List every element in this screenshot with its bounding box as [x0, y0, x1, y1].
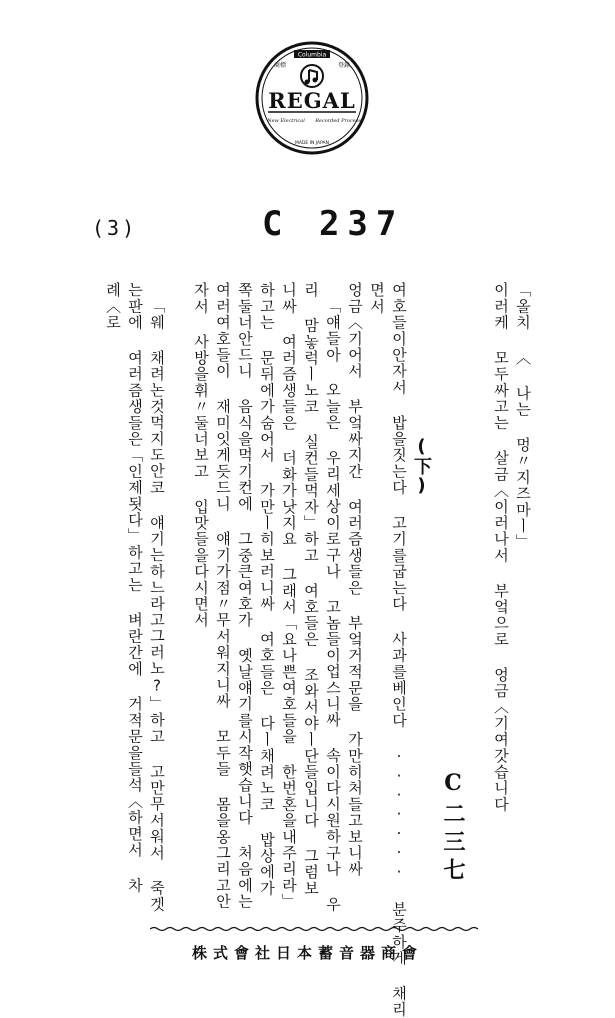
svg-text:登錄: 登錄	[337, 62, 351, 69]
svg-text:New Electrical: New Electrical	[267, 118, 305, 124]
text-column: 「웨 채려논것먹지도안코 얘기는하느라고그러노?」하고 고만무서워서 죽겟	[148, 298, 166, 913]
svg-text:商標: 商標	[273, 62, 287, 69]
text-column: 니싸 여러즘생들은 더화가낫지요 그래서「요나쁜여호들을 한번혼을내주리라」	[280, 282, 298, 910]
vertical-catalog-number: C二三七	[440, 770, 466, 886]
svg-text:Columbia: Columbia	[297, 51, 327, 59]
svg-text:Recorded Process: Recorded Process	[315, 118, 361, 124]
publisher-name: 株式會社日本蓄音器商會	[191, 944, 423, 962]
text-column: 하고는 문뒤에가숨어서 가만ㅣ히보러니싸 여호들은 다ㅣ채려노코 밥상에가	[258, 282, 276, 897]
text-column: 여호들이안자서 밥을짓는다 고기를굽는다 사과를베인다 ······· 분주하게 채리	[390, 282, 408, 1018]
text-column: 엉금〈기어서 부엌싸지간 여러즘생들은 부엌거적문을 가만히처들고보니싸	[346, 282, 364, 878]
regal-record-label-icon	[254, 40, 370, 156]
regal-logo	[254, 40, 370, 156]
svg-text:REGAL: REGAL	[268, 88, 356, 113]
text-column: 「얘들아 오늘은 우리세상이로구나 고놈들이업스니싸 속이다시원하구나 우	[324, 298, 342, 913]
footer-divider	[150, 926, 480, 932]
text-column: 면서	[368, 282, 386, 315]
catalog-number: C 237	[262, 204, 405, 244]
text-column: 자서 사방을휘〃둘너보고 입맛들을다시면서	[192, 282, 210, 629]
text-column: 리 맘놓럭ㅣ노코 실컨들먹자」하고 여호들은 조와서야ㅣ단들입니다 그럼보	[302, 282, 320, 897]
text-column: 쪽둘너안드니 음식을먹기컨에 그중큰여호가 옛날얘기를시작햇습니다 처음에는	[236, 282, 254, 910]
text-column: 는판에 여러즘생들은「인제됫다」하고는 벼란간에 거적문을들석〈하면서 차	[126, 282, 144, 894]
text-column: 이러케 모두싸고는 살금〈이러나서 부엌으로 엉금〈기여갓습니다	[492, 282, 510, 813]
text-column: 례〈로	[104, 282, 122, 331]
svg-text:MADE IN JAPAN: MADE IN JAPAN	[294, 141, 330, 146]
page-number: (3)	[92, 216, 138, 240]
text-column: 여러여호들이 재미잇게듯드니 얘기가점〃무서워지니싸 모두들 몸을옹그리고안	[214, 282, 232, 910]
text-column: 「올치 〈 나는 멍〃지즈마ㅣ」	[514, 282, 532, 551]
section-mark: (下)	[411, 436, 432, 496]
